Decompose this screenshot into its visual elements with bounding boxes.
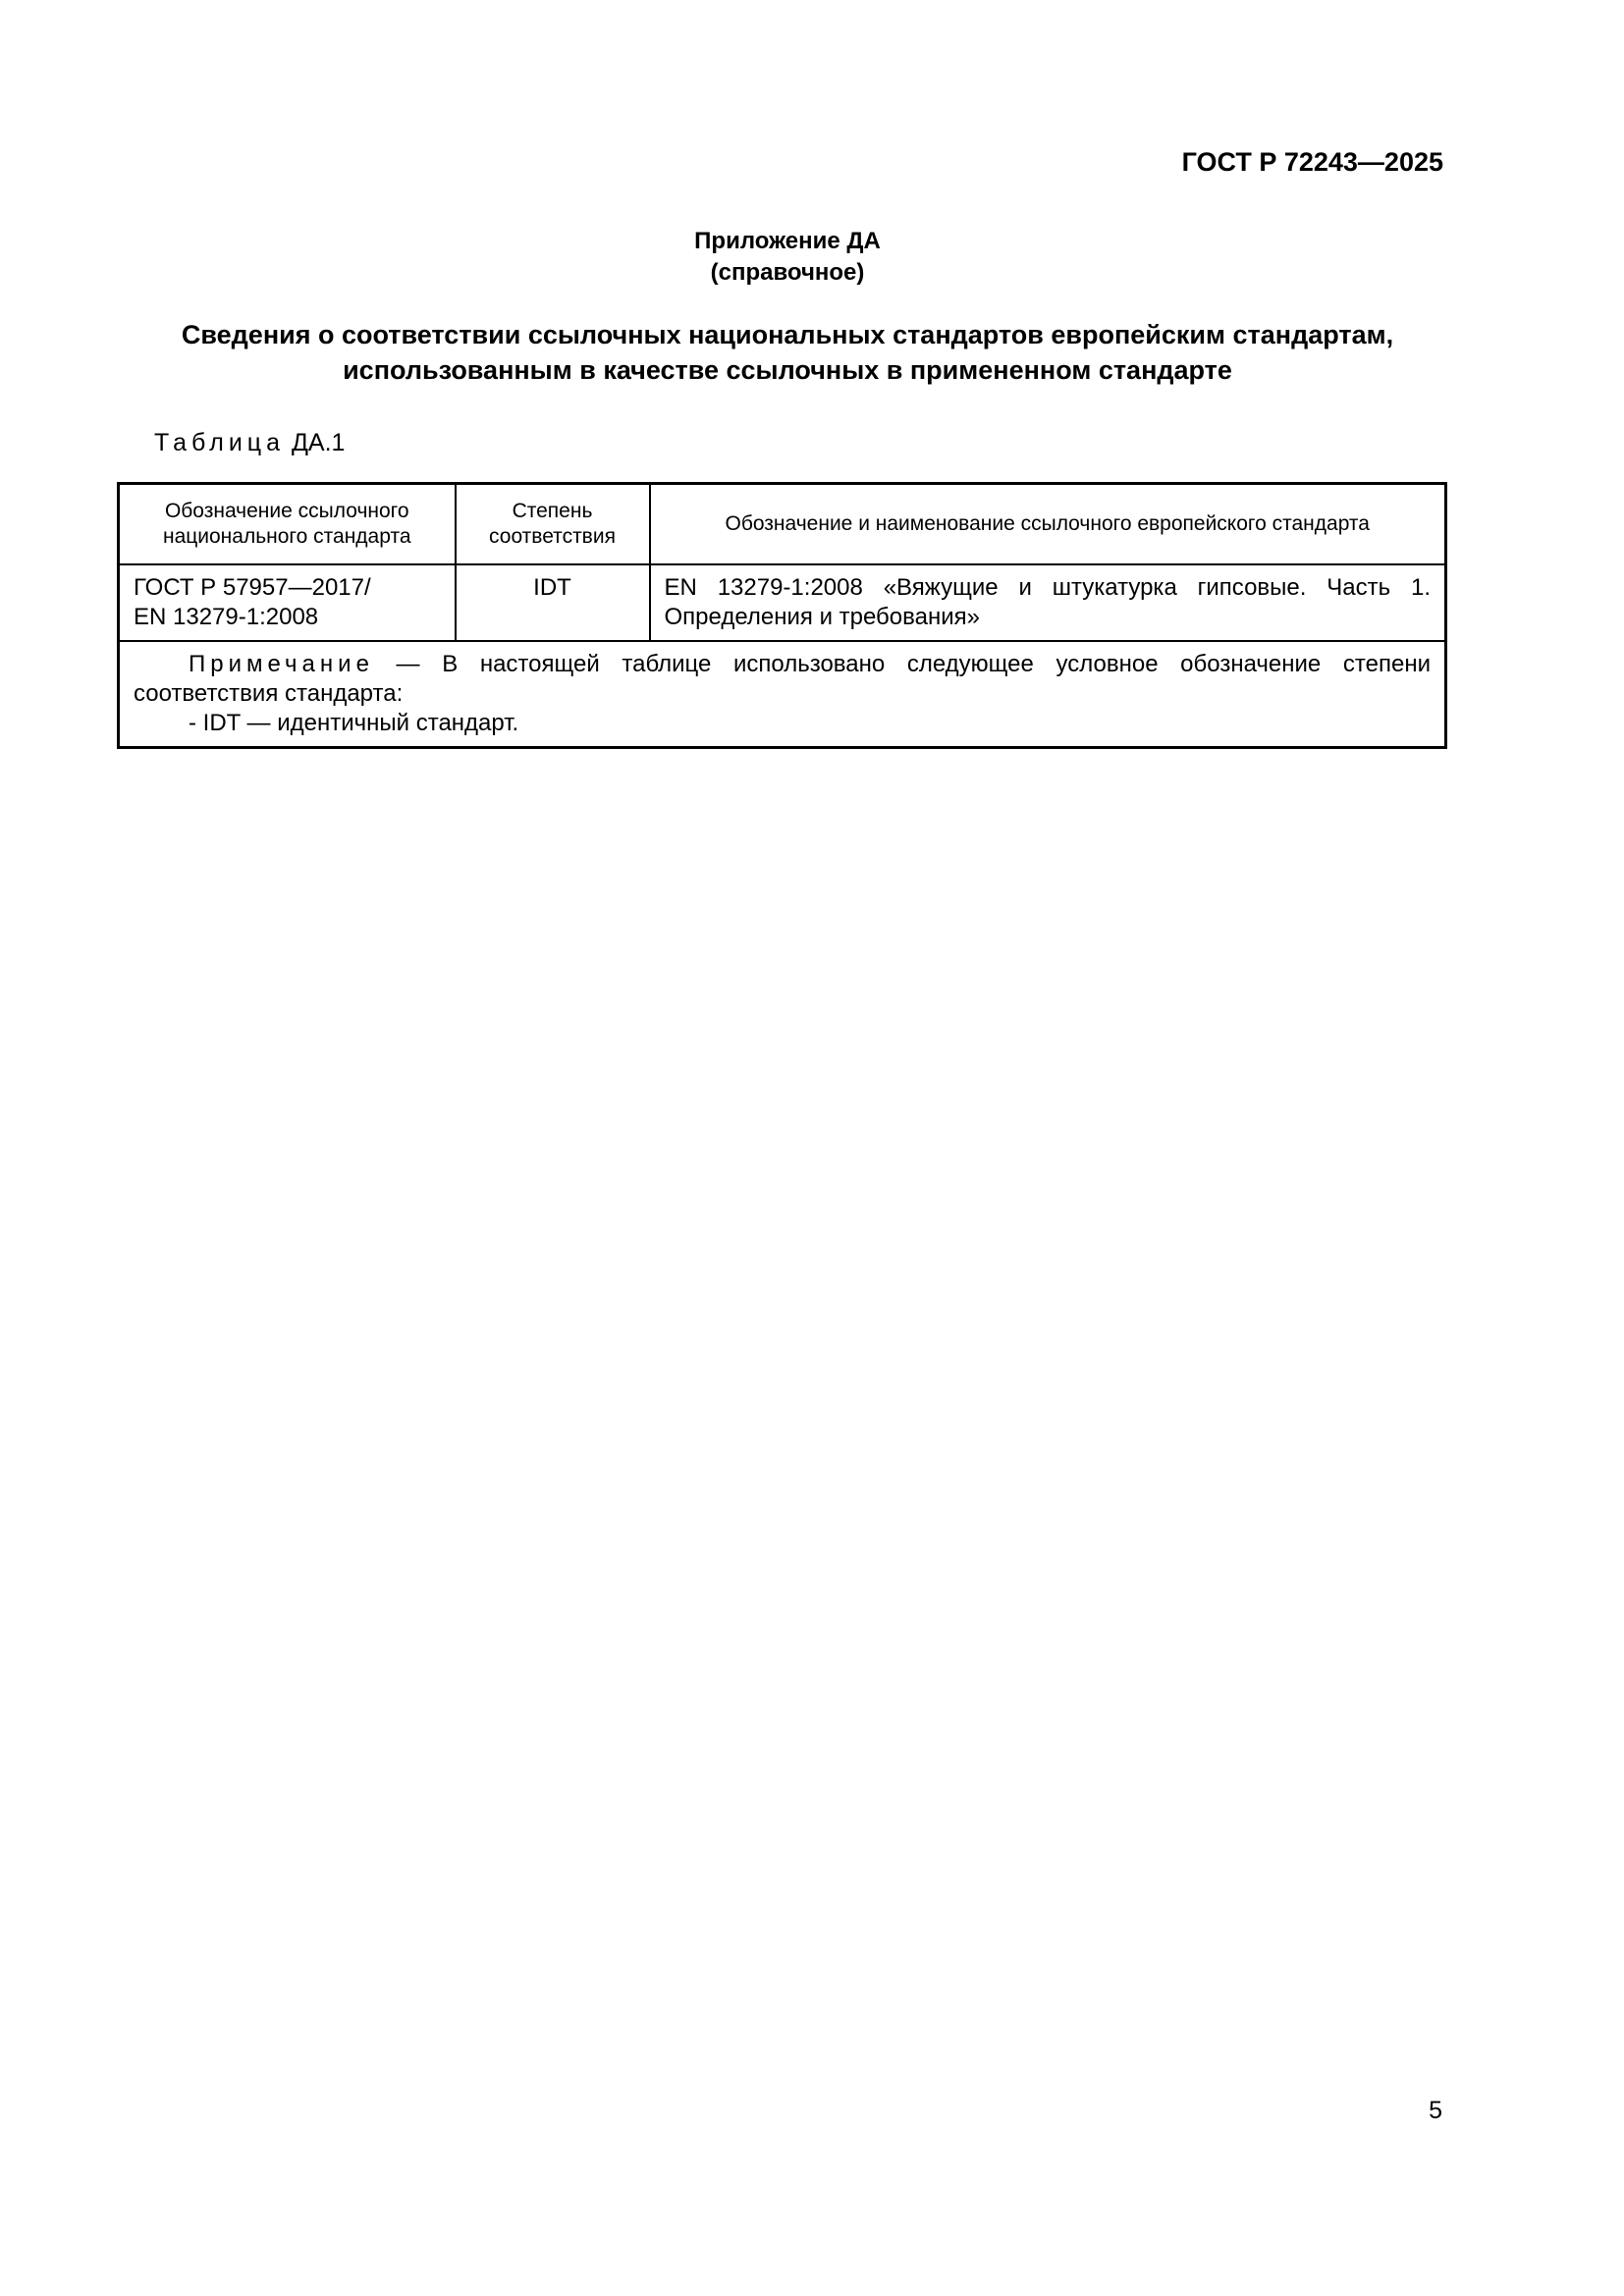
national-standard-line-2: EN 13279-1:2008 <box>134 604 319 630</box>
table-header-row <box>119 484 1446 565</box>
note-list-item: - IDT — идентичный стандарт. <box>189 710 519 736</box>
table-caption <box>154 429 345 457</box>
cell-national-standard <box>119 564 456 641</box>
reference-standards-table <box>117 482 1447 749</box>
header-european-standard: Обозначение и наименование ссылочного европейского стандарта <box>650 484 1446 565</box>
appendix-subtitle: (справочное) <box>710 259 865 286</box>
main-title-line-1: Сведения о соответствии ссылочных национальных стандартов европейским стандартам, <box>181 320 1394 349</box>
national-standard-line-1: ГОСТ Р 57957—2017/ <box>134 574 371 601</box>
table-row <box>119 564 1446 641</box>
appendix-heading <box>0 226 1575 289</box>
note-text <box>134 650 1431 709</box>
table-caption-label: Таблица <box>154 429 286 456</box>
main-title <box>0 317 1575 388</box>
document-code: ГОСТ Р 72243—2025 <box>1181 147 1443 177</box>
cell-european-standard: EN 13279-1:2008 «Вяжущие и штукатурка гипсовые. Часть 1. Определения и требования» <box>650 564 1446 641</box>
table-note-row <box>119 641 1446 748</box>
header-degree: Степень соответствия <box>456 484 650 565</box>
table-caption-number: ДА.1 <box>291 429 346 456</box>
main-title-line-2: использованным в качестве ссылочных в примененном стандарте <box>343 355 1232 385</box>
appendix-title: Приложение ДА <box>694 228 881 254</box>
note-label: Примечание <box>189 651 374 677</box>
page-number: 5 <box>1429 2097 1442 2124</box>
table-note <box>119 641 1446 748</box>
header-national-standard: Обозначение ссылочного национального стандарта <box>119 484 456 565</box>
note-body: — В настоящей таблице использовано следующее условное обозначение степени соответствия стандарта: <box>134 651 1431 707</box>
cell-degree: IDT <box>456 564 650 641</box>
